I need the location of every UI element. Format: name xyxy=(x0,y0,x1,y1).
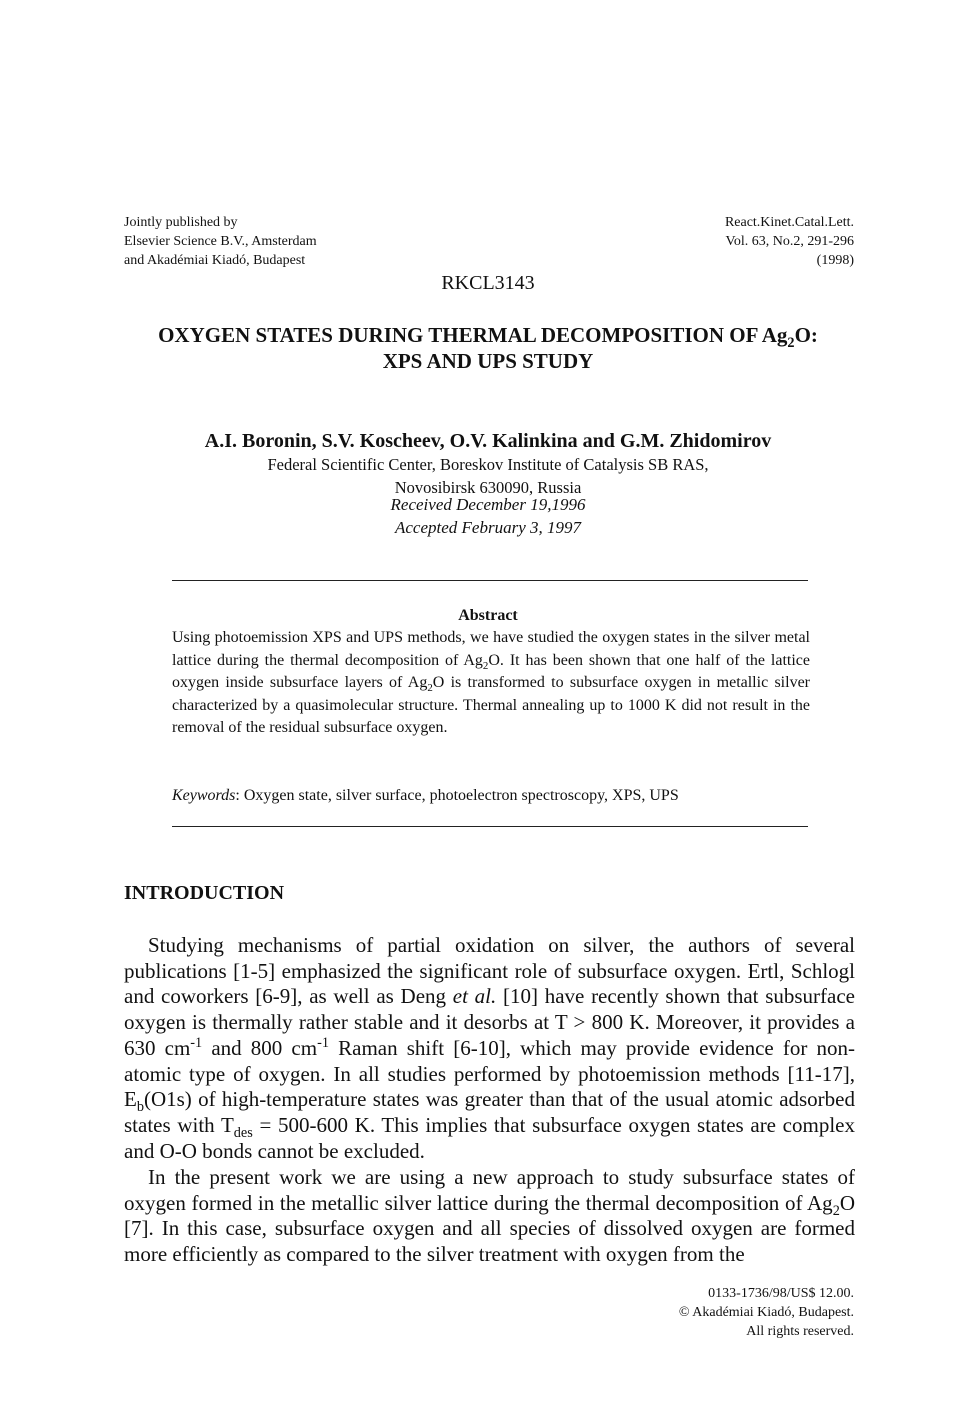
publisher-line: and Akadémiai Kiadó, Budapest xyxy=(124,253,306,268)
abstract-bottom-rule xyxy=(172,826,808,827)
keywords-label: Keywords xyxy=(172,787,236,804)
journal-block xyxy=(600,213,854,270)
received-date: Received December 19,1996 xyxy=(390,495,586,514)
journal-line: (1998) xyxy=(816,253,854,268)
footer-line: 0133-1736/98/US$ 12.00. xyxy=(708,1286,854,1301)
abstract-heading: Abstract xyxy=(458,607,518,624)
dates xyxy=(300,493,676,539)
affiliation-line: Federal Scientific Center, Boreskov Institute of Catalysis SB RAS, xyxy=(267,455,709,474)
section-heading-introduction: INTRODUCTION xyxy=(124,882,285,904)
copyright-footer xyxy=(560,1284,854,1341)
footer-line: © Akadémiai Kiadó, Budapest. xyxy=(678,1305,854,1320)
affiliation-line: Novosibirsk 630090, Russia xyxy=(394,478,582,497)
title-line-2: XPS AND UPS STUDY xyxy=(382,349,594,373)
publisher-block xyxy=(124,213,444,270)
keywords xyxy=(172,785,812,807)
abstract-text: Using photoemission XPS and UPS methods, we have studied the oxygen states in the silver metal lattice during the thermal decomposition of $Ag_2O$. It has been shown that one half of the lattice oxygen inside subsurface layers of $Ag_2O$ is transformed to subsurface oxygen in metallic silver characterized by a quasimolecular structure. Thermal annealing up to 1000 K did not result in the removal of the residual subsurface oxygen. xyxy=(172,629,811,736)
intro-paragraph-1: Studying mechanisms of partial oxidation on silver, the authors of several publications [1-5] emphasized the significant role of subsurface oxygen. Ertl, Schlogl and coworkers [6-9], as well as Deng et al. [10] have recently shown that subsurface oxygen is thermally rather stable and it desorbs at T > 800 K. Moreover, it provides a 630 $cm^{-1}$ and 800 $cm^{-1}$ Raman shift [6-10], which may provide evidence for non-atomic type of oxygen. In all studies performed by photoemission methods [11-17], $E_b(O1s)$ of high-temperature states was greater than that of the usual atomic adsorbed states with $T_{des} = 500-600$ K. This implies that subsurface oxygen states are complex and O-O bonds cannot be excluded. xyxy=(124,933,856,1163)
abstract-top-rule xyxy=(172,580,808,581)
title-line-1: OXYGEN STATES DURING THERMAL DECOMPOSITION OF $Ag_2O$: xyxy=(158,323,818,352)
authors: A.I. Boronin, S.V. Koscheev, O.V. Kalinkina and G.M. Zhidomirov xyxy=(204,430,772,452)
intro-paragraph-2: In the present work we are using a new approach to study subsurface states of oxygen formed in the metallic silver lattice during the thermal decomposition of $Ag_2O$ [7]. In this case, subsurface oxygen and all species of dissolved oxygen are formed more efficiently as compared to the silver treatment with oxygen from the xyxy=(124,1165,855,1267)
publisher-line: Elsevier Science B.V., Amsterdam xyxy=(124,234,317,249)
keywords-text: : Oxygen state, silver surface, photoelectron spectroscopy, XPS, UPS xyxy=(235,787,679,804)
footer-line: All rights reserved. xyxy=(746,1324,854,1339)
journal-line: React.Kinet.Catal.Lett. xyxy=(724,215,854,230)
accepted-date: Accepted February 3, 1997 xyxy=(395,518,581,537)
manuscript-code: RKCL3143 xyxy=(441,272,535,294)
publisher-line: Jointly published by xyxy=(124,215,238,230)
paper-title xyxy=(100,322,876,374)
journal-line: Vol. 63, No.2, 291-296 xyxy=(725,234,854,249)
